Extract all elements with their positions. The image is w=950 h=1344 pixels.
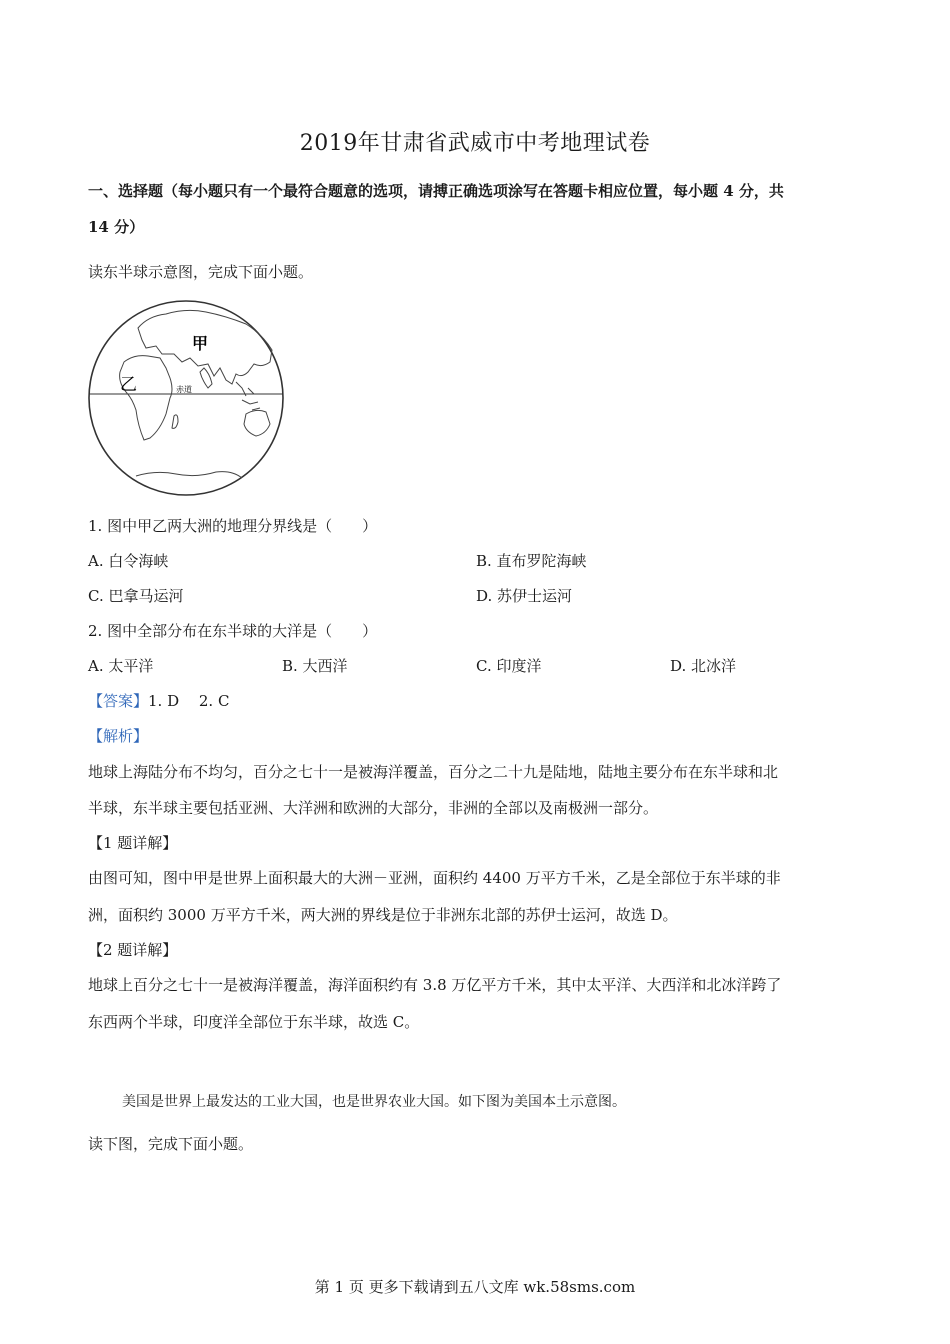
q1-option-b: B. 直布罗陀海峡 — [476, 552, 587, 570]
page-footer: 第 1 页 更多下载请到五八文库 wk.58sms.com — [314, 1278, 636, 1296]
detail2-line2: 东西两个半球，印度洋全部位于东半球，故选 C。 — [88, 1013, 420, 1031]
q2-stem: 2. 图中全部分布在东半球的大洋是（ ） — [88, 622, 378, 640]
eastern-hemisphere-map — [86, 298, 286, 498]
q2-option-b: B. 大西洋 — [282, 657, 348, 675]
answer-tag: 【答案】 — [88, 692, 149, 710]
detail1-line1: 由图可知，图中甲是世界上面积最大的大洲－亚洲，面积约 4400 万平方千米，乙是全部位于东半球的非 — [88, 869, 781, 887]
analysis-line1: 地球上海陆分布不均匀，百分之七十一是被海洋覆盖，百分之二十九是陆地，陆地主要分布在东半球和北 — [88, 763, 779, 781]
answer-text: 1. D 2. C — [148, 692, 230, 710]
detail1-tag: 【1 题详解】 — [88, 834, 178, 852]
detail2-tag: 【2 题详解】 — [88, 941, 178, 959]
q2-option-c: C. 印度洋 — [476, 657, 542, 675]
q1-option-c: C. 巴拿马运河 — [88, 587, 184, 605]
analysis-line2: 半球，东半球主要包括亚洲、大洋洲和欧洲的大部分，非洲的全部以及南极洲一部分。 — [88, 799, 659, 817]
analysis-tag: 【解析】 — [88, 727, 149, 745]
page-title: 2019年甘肃省武威市中考地理试卷 — [299, 131, 651, 156]
label-equator: 赤道 — [176, 385, 192, 394]
answer-line — [88, 691, 229, 711]
q2-option-d: D. 北冰洋 — [670, 657, 737, 675]
intro-text-2: 读下图，完成下面小题。 — [88, 1135, 254, 1153]
q1-option-a: A. 白令海峡 — [88, 552, 169, 570]
intro-text-1: 读东半球示意图，完成下面小题。 — [88, 263, 314, 281]
label-yi: 乙 — [120, 375, 137, 395]
label-jia: 甲 — [192, 334, 209, 353]
detail1-line2: 洲，面积约 3000 万平方千米，两大洲的界线是位于非洲东北部的苏伊士运河，故选 D。 — [88, 906, 678, 924]
q1-stem: 1. 图中甲乙两大洲的地理分界线是（ ） — [88, 517, 378, 535]
q1-option-d: D. 苏伊士运河 — [476, 587, 573, 605]
q2-option-a: A. 太平洋 — [88, 657, 154, 675]
section-heading-line1: 一、选择题（每小题只有一个最符合题意的选项，请搏正确选项涂写在答题卡相应位置，每小题 4 分，共 — [88, 182, 784, 200]
section-heading-line2: 14 分） — [88, 218, 145, 236]
usa-intro: 美国是世界上最发达的工业大国，也是世界农业大国。如下图为美国本土示意图。 — [122, 1094, 626, 1110]
detail2-line1: 地球上百分之七十一是被海洋覆盖，海洋面积约有 3.8 万亿平方千米，其中太平洋、大西洋和北冰洋跨了 — [88, 976, 782, 994]
